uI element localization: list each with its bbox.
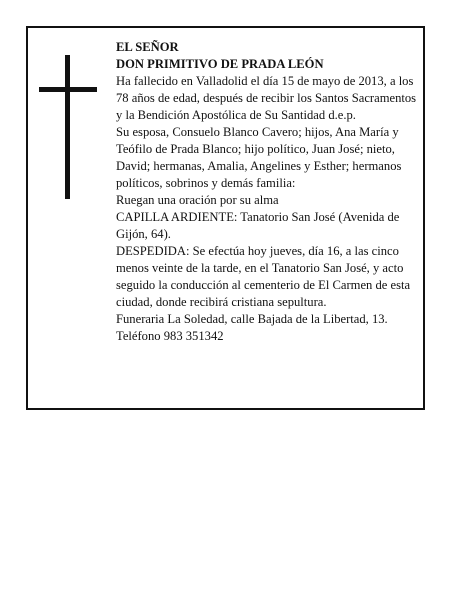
notice-title-line-1: EL SEÑOR bbox=[116, 40, 179, 54]
prayer-request: Ruegan una oración por su alma bbox=[116, 193, 279, 207]
obituary-notice bbox=[26, 26, 425, 410]
funeral-home: Funeraria La Soledad, calle Bajada de la Libertad, 13. bbox=[116, 312, 388, 326]
cross-horizontal-bar bbox=[39, 87, 97, 92]
notice-text bbox=[116, 39, 422, 345]
notice-title-line-2: DON PRIMITIVO DE PRADA LEÓN bbox=[116, 57, 324, 71]
death-announcement: Ha fallecido en Valladolid el día 15 de mayo de 2013, a los 78 años de edad, después de recibir los Santos Sacramentos y la Bendición Apostólica de Su Santidad d.e.p. bbox=[116, 74, 417, 122]
cross-icon bbox=[39, 55, 97, 199]
farewell-info: DESPEDIDA: Se efectúa hoy jueves, día 16, a las cinco menos veinte de la tarde, en el Tanatorio San José, y acto seguido la conducción al cementerio de El Carmen de esta ciudad, donde recibirá cristiana sepultura. bbox=[116, 244, 411, 309]
family-list: Su esposa, Consuelo Blanco Cavero; hijos, Ana María y Teófilo de Prada Blanco; hijo político, Juan José; nieto, David; hermanas, Amalia, Angelines y Esther; hermanos políticos, sobrinos y demás familia: bbox=[116, 125, 402, 190]
phone-number: Teléfono 983 351342 bbox=[116, 329, 224, 343]
chapel-info: CAPILLA ARDIENTE: Tanatorio San José (Avenida de Gijón, 64). bbox=[116, 210, 400, 241]
cross-vertical-bar bbox=[65, 55, 70, 199]
